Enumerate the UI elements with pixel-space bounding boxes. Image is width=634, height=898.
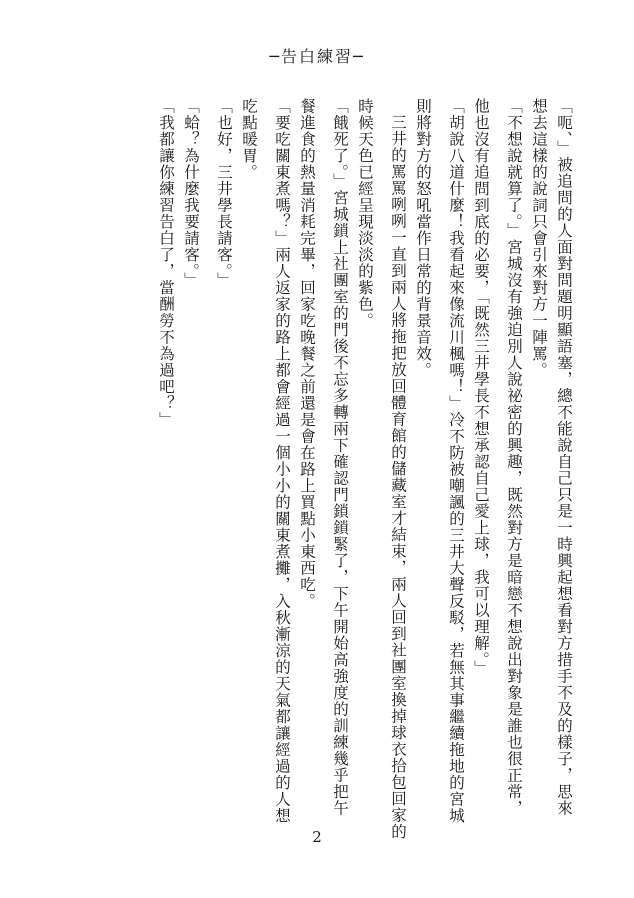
text-column: 想去這樣的說詞只會引來對方一陣罵。	[530, 98, 548, 379]
text-column: 他也沒有追問到底的必要，「既然三井學長不想承認自己愛上球，我可以理解。」	[472, 98, 490, 677]
page-header-title: ─告白練習─	[269, 47, 365, 66]
text-column: 「餓死了。」宮城鎖上社團室的門後不忘多轉兩下確認門鎖鎖緊了，下午開始高強度的訓練幾乎把午	[331, 98, 349, 817]
text-column: 「要吃關東煮嗎？」兩人返家的路上都會經過一個小小的關東煮攤，入秋漸涼的天氣都讓經過的人想	[273, 98, 291, 824]
vertical-body-text	[56, 98, 576, 840]
text-column: 「也好，三井學長請客。」	[215, 98, 233, 289]
text-column: 時候天色已經呈現淡淡的紫色。	[356, 98, 374, 329]
text-column: 「胡說八道什麼！我看起來像流川楓嗎！」冷不防被嘲諷的三井大聲反駁，若無其事繼續拖地的宮城	[447, 98, 465, 824]
text-column: 「蛤？為什麼我要請客。」	[182, 98, 200, 289]
text-column: 三井的罵罵咧咧一直到兩人將拖把放回體育館的儲藏室才結束，兩人回到社團室換掉球衣拾包回家的	[389, 113, 407, 840]
text-column: 「呃、」被追問的人面對問題明顯語塞，總不能說自己只是一時興起想看對方措手不及的樣子，思來	[555, 98, 573, 817]
text-column: 「不想說就算了。」宮城沒有強迫別人說祕密的興趣，既然對方是暗戀不想說出對象是誰也很正常，	[505, 98, 523, 817]
text-column: 「我都讓你練習告白了，當酬勞不為過吧？」	[157, 98, 175, 428]
text-column: 餐進食的熱量消耗完畢，回家吃晚餐之前還是會在路上買點小東西吃。	[298, 98, 316, 610]
text-column: 吃點暖胃。	[240, 98, 258, 181]
page-number: 2	[312, 828, 322, 846]
text-column: 則將對方的怒吼當作日常的背景音效。	[414, 98, 432, 379]
